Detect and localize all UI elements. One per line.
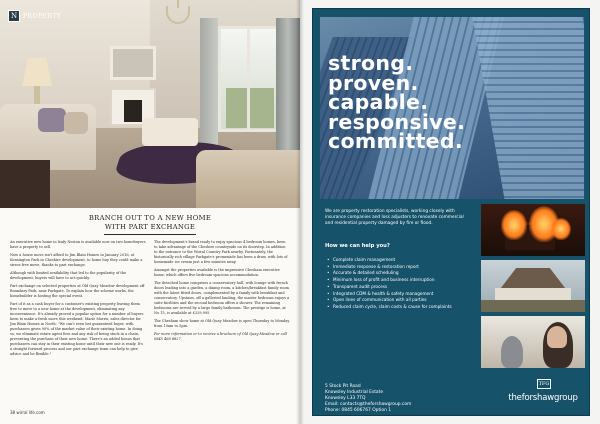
page-gutter	[296, 0, 304, 424]
photo-window-mullion	[247, 26, 250, 132]
article-column-1	[10, 240, 146, 360]
service-item: • Immediate response & restoration report	[327, 264, 467, 271]
company-logo	[497, 379, 587, 413]
photo-fire-opening	[124, 100, 142, 122]
right-page	[300, 0, 600, 424]
article-headline	[0, 214, 300, 232]
slogan-line: capable.	[328, 90, 429, 114]
page-folio: 38 wirral life.com	[10, 410, 45, 415]
paragraph: Part of it as a cash buyer for a customer's existing property leaving them free to move to a new home at the development, eliminating any inconvenience. It's already proved a popular option for a number of buyers keen to make a fresh move this weekend. Marie Morris, sales director for Jim Blain Homes in North: "We can't even bet guaranteed buyer, with purchasers given 90% of the market value of their existing home. In doing so, we eliminate estate agent fees and any risk of being stuck in a chain, preventing the purchase of their new home. There's an added bonus that purchasers can stay in their existing home until their new one is ready. It's a straight forward process and our part exchange team can help to give advice and be flexible."	[10, 302, 144, 356]
advert-intro: We are property restoration specialists, working closely with insurance companies and loss adjusters to renovate commercial and residential property damaged by fire or flood.	[325, 209, 464, 226]
service-item: • Open lines of communication with all parties	[327, 297, 467, 304]
photo-roof	[491, 268, 575, 290]
service-item: • Integrated CDM & health & safety management	[327, 291, 467, 298]
paragraph: Amongst the properties available is the impressive Chesham executive home, which offers five bedroom spacious accommodation.	[154, 268, 280, 277]
address-line: 5 Stock Pit Road	[325, 384, 361, 389]
address-line: Knowsley Industrial Estate	[325, 390, 384, 395]
article-body	[10, 240, 290, 360]
section-tag-icon: N	[8, 10, 20, 22]
photo-ottoman	[142, 118, 198, 146]
advert-question: How we can help you?	[325, 243, 390, 249]
fire-damage-photo	[481, 204, 585, 256]
photo-flood-water	[481, 300, 585, 312]
service-item: • Accurate & detailed scheduling	[327, 270, 467, 277]
advert-building-photo	[320, 17, 584, 199]
photo-flame	[501, 210, 527, 240]
headline-rule	[104, 234, 196, 235]
section-tag	[8, 10, 61, 22]
photo-person	[501, 336, 523, 368]
call-centre-photo	[481, 316, 585, 368]
flood-damage-photo	[481, 260, 585, 312]
photo-flame	[551, 218, 571, 240]
paragraph: The Chesham show home at Old Quay Meadow is open Thursday to Monday from 10am to 5pm.	[154, 319, 290, 328]
logo-mark-icon: TFG	[538, 381, 550, 387]
paragraph: Part exchange on selected properties at Old Quay Meadow development off Boundary Park, near Parkgate. To explain how the scheme works, the homebuilder is hosting the special event.	[10, 284, 145, 298]
contact-details	[325, 384, 411, 414]
photo-armchair	[196, 150, 300, 208]
photo-face	[547, 326, 567, 348]
photo-mirror	[110, 46, 156, 80]
section-tag-label: PROPERTY	[23, 12, 62, 20]
paragraph: An executive new home in leafy Neston is available now on two homebuyers have a property to sell.	[10, 240, 146, 249]
paragraph: Now a house move isn't afford to Jim Blain Homes in January 2016, at Kensington Park in Cheshire development, to home buy they could make a stress free move, thanks to part exchange.	[10, 253, 143, 267]
living-room-photo	[0, 0, 300, 208]
photo-building	[472, 17, 584, 199]
paragraph: Although with limited availability that led to the popularity of the development, buyers will have to act quickly.	[10, 271, 127, 280]
photo-cushion	[38, 108, 66, 132]
services-list	[327, 257, 467, 311]
photo-curtain-inner	[200, 18, 218, 148]
paragraph: The detached home comprises a conservatory hall, with lounge with french doors leading into a garden, a dining room, a kitchen/breakfast family room with the latest fitted doors, complemented by a family with breakfast and conservatory. Upstairs, off a galleried landing, the master bedroom enjoys a suite facilities and the second bedroom offers a shower. The remaining bedrooms are served by a large family bathroom. The prestige is home, at No 15, is available at £329,995.	[154, 281, 290, 315]
forshaw-advert	[312, 8, 590, 416]
advert-slogan	[328, 51, 466, 153]
contact-email[interactable]: Email: contacts@theforshawgroup.com	[325, 402, 412, 407]
photo-garden-view	[226, 88, 274, 128]
paragraph: For more information or to receive a brochure of Old Quay Meadow or call 0845 468 8827.	[154, 332, 287, 341]
contact-phone[interactable]: Phone: 0845 606767 Option 1	[325, 408, 392, 413]
headline-line: BRANCH OUT TO A NEW HOME	[88, 214, 212, 222]
service-item: • Reduced claim cycle, claim costs & cause for complaints	[327, 304, 467, 311]
photo-cushion	[64, 112, 88, 134]
service-item: • Minimum loss of profit and business interruption	[327, 277, 467, 284]
paragraph: The development's brand ready to enjoy spacious 4 bedroom homes, keen to take advantage of the Cheshire countryside on its doorstep. In addition to the entrance to the Wirral Country Park nearby. Fortunately, the historically rich village Parkgate's promenade has been a draw, with lots of homemade ice cream just a few minutes away.	[154, 240, 288, 264]
service-item: • Complete claim management	[327, 257, 467, 264]
address-line: Knowsley L33 7TQ	[325, 396, 366, 401]
article-column-2	[154, 240, 290, 360]
photo-side-table	[0, 160, 50, 208]
logo-text: theforshawgroup	[508, 393, 578, 403]
slogan-line: responsive.	[328, 109, 466, 134]
headline-line: WITH PART EXCHANGE	[104, 223, 196, 231]
slogan-line: proven.	[328, 70, 419, 95]
slogan-line: strong.	[328, 51, 414, 75]
slogan-line: committed.	[328, 129, 463, 153]
service-item: • Transparent audit process	[327, 284, 467, 291]
